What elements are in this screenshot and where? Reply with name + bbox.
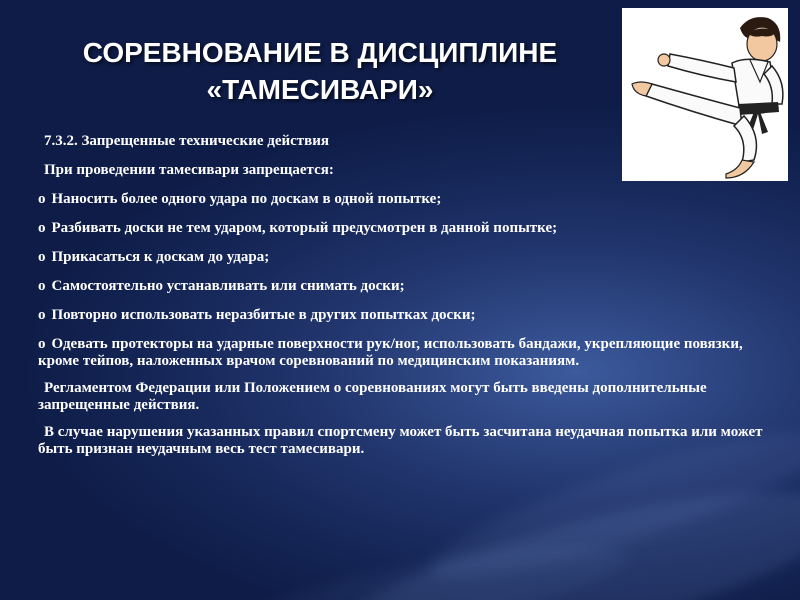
list-item	[38, 307, 778, 324]
list-item-text: Повторно использовать неразбитые в других попытках доски;	[51, 307, 476, 323]
list-item-text: При проведении тамесивари запрещается:	[44, 162, 334, 178]
title-line-2: «ТАМЕСИВАРИ»	[206, 74, 434, 105]
list-item-text: В случае нарушения указанных правил спортсмену может быть засчитана неудачная попытка или может быть признан неудачным весь тест тамесивари.	[38, 424, 763, 457]
bullet-marker: o	[38, 278, 46, 294]
list-item-text: Самостоятельно устанавливать или снимать доски;	[51, 278, 405, 294]
list-item	[38, 424, 778, 458]
list-item	[38, 249, 778, 266]
list-item	[38, 380, 778, 414]
bullet-marker: o	[38, 307, 46, 323]
list-item-text: 7.3.2. Запрещенные технические действия	[44, 133, 330, 149]
list-item-text: Наносить более одного удара по доскам в одной попытке;	[51, 191, 442, 207]
list-item	[38, 220, 778, 237]
bullet-marker: o	[38, 191, 46, 207]
list-item	[38, 133, 778, 150]
bullet-marker: o	[38, 249, 46, 265]
list-item	[38, 191, 778, 208]
list-item	[38, 278, 778, 295]
list-item	[38, 162, 778, 179]
bullet-marker: o	[38, 336, 46, 352]
list-item-text: Регламентом Федерации или Положением о соревнованиях могут быть введены дополнительные запрещенные действия.	[38, 380, 707, 413]
list-item-text: Одевать протекторы на ударные поверхности рук/ног, использовать бандажи, укрепляющие повязки, кроме тейпов, наложенных врачом соревнований по медицинским показаниям.	[38, 336, 743, 369]
bullet-marker: o	[38, 220, 46, 236]
list-item-text: Разбивать доски не тем ударом, который предусмотрен в данной попытке;	[51, 220, 558, 236]
list-item-text: Прикасаться к доскам до удара;	[51, 249, 270, 265]
title-line-1: СОРЕВНОВАНИЕ В ДИСЦИПЛИНЕ	[82, 37, 558, 68]
list-item	[38, 336, 778, 370]
slide-title	[28, 34, 612, 108]
rules-content	[38, 133, 778, 468]
